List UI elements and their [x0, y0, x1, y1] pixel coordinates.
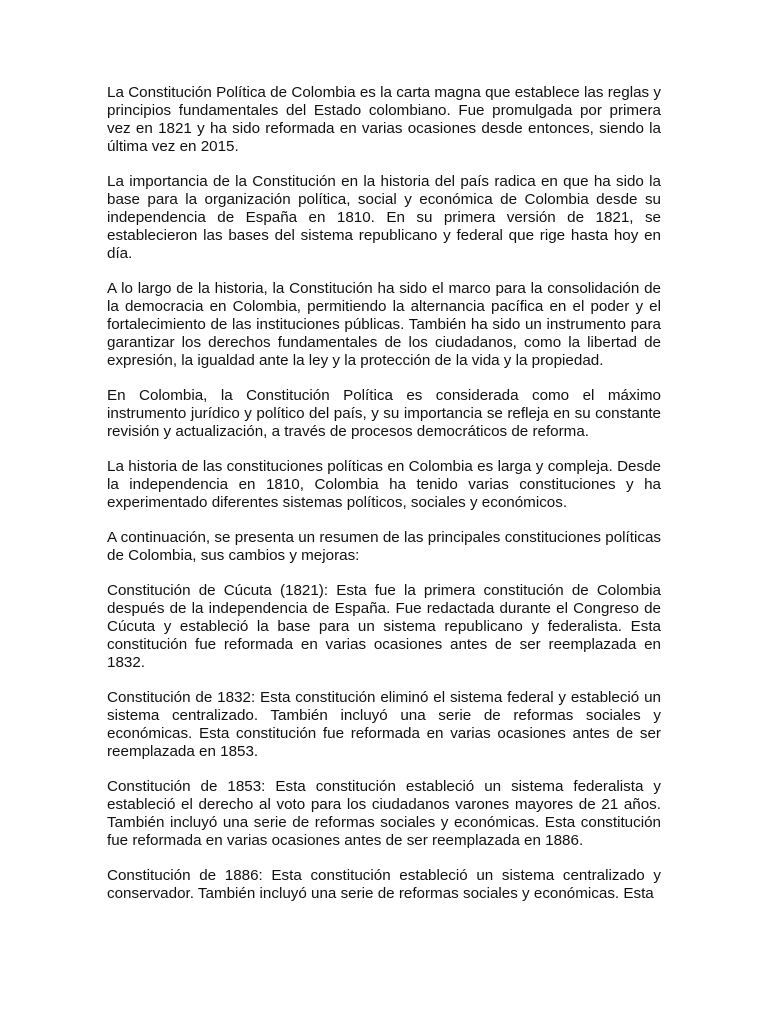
paragraph-1886: Constitución de 1886: Esta constitución estableció un sistema centralizado y conservador. También incluyó una serie de reformas sociales y económicas. Esta	[107, 867, 661, 902]
paragraph-summary-intro: A continuación, se presenta un resumen de las principales constituciones políticas de Colombia, sus cambios y mejoras:	[107, 529, 661, 564]
paragraph-supreme-instrument: En Colombia, la Constitución Política es considerada como el máximo instrumento jurídico y político del país, y su importancia se refleja en su constante revisión y actualización, a través de procesos democráticos de reforma.	[107, 387, 661, 440]
paragraph-1853: Constitución de 1853: Esta constitución estableció un sistema federalista y estableció el derecho al voto para los ciudadanos varones mayores de 21 años. También incluyó una serie de reformas sociales y económicas. Esta constitución fue reformada en varias ocasiones antes de ser reemplazada en 1886.	[107, 778, 661, 849]
paragraph-1832: Constitución de 1832: Esta constitución eliminó el sistema federal y estableció un sistema centralizado. También incluyó una serie de reformas sociales y económicas. Esta constitución fue reformada en varias ocasiones antes de ser reemplazada en 1853.	[107, 689, 661, 760]
paragraph-constitutions-history: La historia de las constituciones políticas en Colombia es larga y compleja. Desde la independencia en 1810, Colombia ha tenido varias constituciones y ha experimentado diferentes sistemas políticos, sociales y económicos.	[107, 458, 661, 511]
paragraph-history: A lo largo de la historia, la Constitución ha sido el marco para la consolidación de la democracia en Colombia, permitiendo la alternancia pacífica en el poder y el fortalecimiento de las instituciones públicas. También ha sido un instrumento para garantizar los derechos fundamentales de los ciudadanos, como la libertad de expresión, la igualdad ante la ley y la protección de la vida y la propiedad.	[107, 280, 661, 369]
document-page	[107, 84, 661, 920]
paragraph-intro: La Constitución Política de Colombia es la carta magna que establece las reglas y principios fundamentales del Estado colombiano. Fue promulgada por primera vez en 1821 y ha sido reformada en varias ocasiones desde entonces, siendo la última vez en 2015.	[107, 84, 661, 155]
paragraph-importance: La importancia de la Constitución en la historia del país radica en que ha sido la base para la organización política, social y económica de Colombia desde su independencia de España en 1810. En su primera versión de 1821, se establecieron las bases del sistema republicano y federal que rige hasta hoy en día.	[107, 173, 661, 262]
paragraph-cucuta-1821: Constitución de Cúcuta (1821): Esta fue la primera constitución de Colombia después de la independencia de España. Fue redactada durante el Congreso de Cúcuta y estableció la base para un sistema republicano y federalista. Esta constitución fue reformada en varias ocasiones antes de ser reemplazada en 1832.	[107, 582, 661, 671]
